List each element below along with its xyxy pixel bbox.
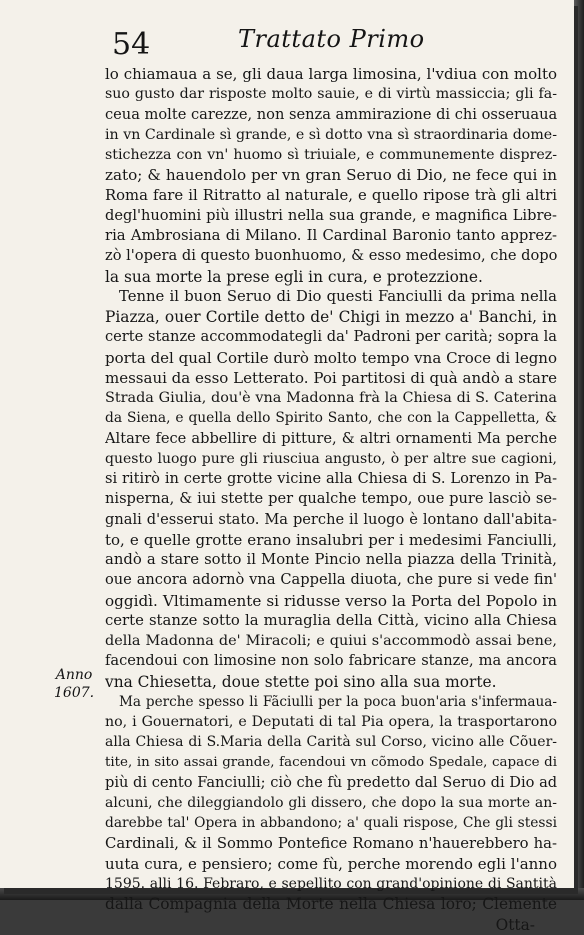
- paragraph-start-line: Tenne il buon Seruo di Dio questi Fanciulli da prima nella: [119, 287, 557, 305]
- page-number: 54: [112, 27, 151, 62]
- text-line: ria Ambrosiana di Milano. Il Cardinal Baronio tanto apprez-: [105, 227, 557, 244]
- text-line: nisperna, & iui stette per qualche tempo, oue pure lasciò se-: [105, 490, 557, 508]
- text-line: to, e quelle grotte erano insalubri per i medesimi Fanciulli,: [105, 530, 557, 549]
- text-line: zò l'opera di questo buonhuomo, & esso medesimo, che dopo: [105, 247, 557, 265]
- body-text: [105, 64, 557, 935]
- text-line: Strada Giulia, dou'è vna Madonna frà la Chiesa di S. Caterina: [105, 390, 557, 406]
- text-line: degl'huomini più illustri nella sua grande, e magnifica Libre-: [105, 206, 557, 224]
- text-line: uuta cura, e pensiero; come fù, perche morendo egli l'anno: [105, 854, 557, 873]
- text-line: stichezza con vn' huomo sì triuiale, e communemente disprez-: [105, 147, 557, 163]
- text-line: Cardinali, & il Sommo Pontefice Romano n'hauerebbero ha-: [105, 834, 557, 852]
- text-line: in vn Cardinale sì grande, e sì dotto vna sì straordinaria dome-: [105, 126, 557, 143]
- page-edge-shadow: [574, 0, 584, 900]
- text-line: gnali d'esserui stato. Ma perche il luogo è lontano dall'abita-: [105, 510, 557, 528]
- text-line: no, i Gouernatori, e Deputati di tal Pia opera, la trasportarono: [105, 714, 557, 730]
- text-line: si ritirò in certe grotte vicine alla Chiesa di S. Lorenzo in Pa-: [105, 470, 557, 487]
- text-line: alla Chiesa di S.Maria della Carità sul Corso, vicino alle Cõuer-: [105, 734, 557, 751]
- paragraph-end-line: vna Chiesetta, doue stette poi sino alla sua morte.: [105, 672, 497, 691]
- text-line: più di cento Fanciulli; ciò che fù predetto dal Seruo di Dio ad: [105, 773, 557, 791]
- text-line: andò a stare sotto il Monte Pincio nella piazza della Trinità,: [105, 551, 557, 568]
- text-line: 1595. alli 16. Febraro, e sepellito con grand'opinione di Santità: [105, 876, 557, 892]
- margin-note-value: 1607.: [54, 685, 95, 701]
- text-line: Altare fece abbellire di pitture, & altri ornamenti Ma perche: [105, 429, 557, 447]
- text-line: della Madonna de' Miracoli; e quiui s'accommodò assai bene,: [105, 633, 557, 649]
- text-line: questo luogo pure gli riusciua angusto, ò per altre sue cagioni,: [105, 450, 557, 467]
- text-line: Roma fare il Ritratto al naturale, e quello ripose trà gli altri: [105, 186, 557, 204]
- text-line: Piazza, ouer Cortile detto de' Chigi in mezzo a' Banchi, in: [105, 308, 557, 326]
- text-line: tite, in sito assai grande, facendoui vn cõmodo Spedale, capace di: [105, 754, 557, 770]
- text-line: certe stanze accommodategli da' Padroni per carità; sopra la: [105, 328, 557, 346]
- text-line: porta del qual Cortile durò molto tempo vna Croce di legno: [105, 348, 557, 367]
- margin-note-year: [54, 666, 94, 702]
- text-line: suo gusto dar risposte molto sauie, e di virtù massiccia; gli fa-: [105, 86, 557, 103]
- text-line: oue ancora adornò vna Cappella diuota, che pure si vede fin': [105, 571, 557, 589]
- text-line: dalla Compagnia della Morte nella Chiesa loro; Clemente: [105, 895, 557, 914]
- text-line: alcuni, che dileggiandolo gli dissero, che dopo la sua morte an-: [105, 795, 557, 811]
- text-line: oggidì. Vltimamente si ridusse verso la Porta del Popolo in: [105, 591, 557, 610]
- text-line: certe stanze sotto la muraglia della Città, vicino alla Chiesa: [105, 611, 557, 629]
- text-line: da Siena, e quella dello Spirito Santo, che con la Cappelletta, &: [105, 410, 557, 427]
- running-head: Trattato Primo: [238, 25, 425, 53]
- text-line: lo chiamaua a se, gli daua larga limosina, l'vdiua con molto: [105, 65, 557, 83]
- text-line: facendoui con limosine non solo fabricare stanze, ma ancora: [105, 652, 557, 670]
- text-line: darebbe tal' Opera in abbandono; a' quali rispose, Che gli stessi: [105, 815, 557, 832]
- paragraph-start-line: Ma perche spesso li Fãciulli per la poca buon'aria s'infermaua-: [119, 693, 557, 710]
- text-line: messaui da esso Letterato. Poi partitosi di quà andò a stare: [105, 368, 557, 387]
- paragraph-end-line: la sua morte la prese egli in cura, e protezzione.: [105, 267, 483, 286]
- text-line: zato; & hauendolo per vn gran Seruo di Dio, ne fece qui in: [105, 166, 557, 185]
- text-line: ceua molte carezze, non senza ammirazione di chi osseruaua: [105, 105, 557, 123]
- margin-note-label: Anno: [55, 667, 93, 683]
- catchword: Otta-: [495, 915, 535, 934]
